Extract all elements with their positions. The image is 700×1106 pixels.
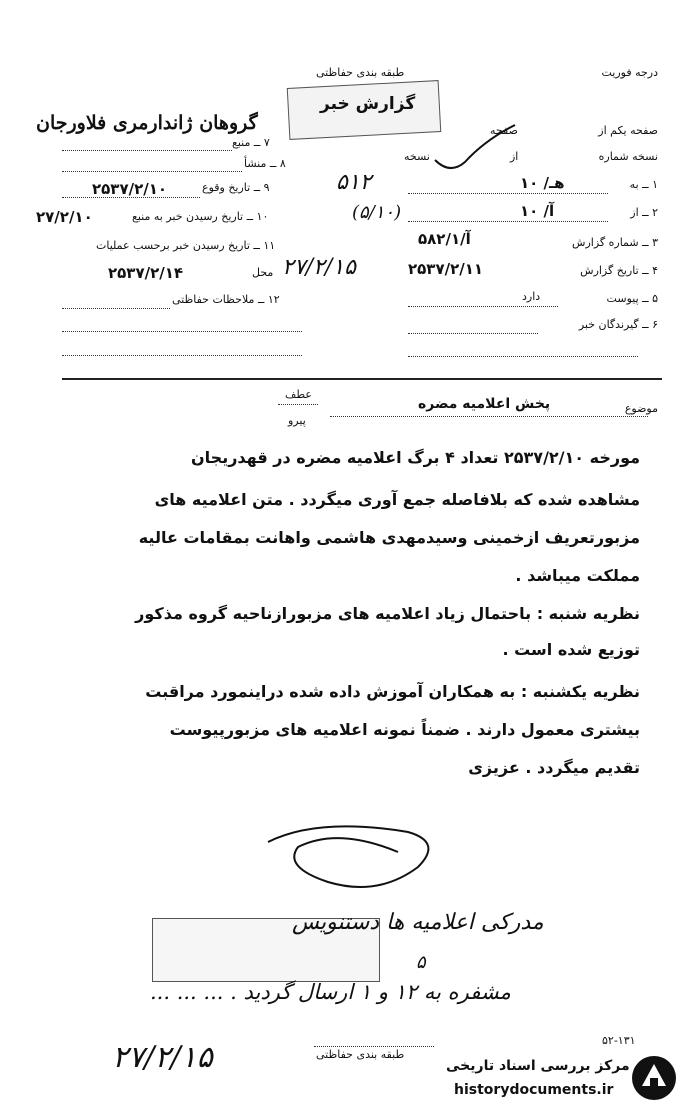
reference-atf: عطف	[285, 388, 312, 401]
field-copy-extra: نسخه	[404, 150, 430, 163]
divider	[62, 378, 662, 380]
field-report-date-label: ۴ ــ تاریخ گزارش	[580, 264, 658, 277]
body-line-8: بیشتری معمول دارند . ضمناً نمونه اعلامیه های مزبورپیوست	[169, 720, 640, 739]
field-source-label: ۷ ــ منبع	[232, 136, 270, 149]
field-report-date-value: ۲۵۳۷/۲/۱۱	[408, 260, 484, 278]
watermark-url: historydocuments.ir	[454, 1082, 614, 1098]
field-occurrence-date-label: ۹ ــ تاریخ وقوع	[202, 181, 270, 194]
field-report-number-label: ۳ ــ شماره گزارش	[572, 236, 658, 249]
field-attachment-value: دارد	[522, 290, 541, 303]
body-line-7: نظریه یکشنبه : به همکاران آموزش داده شده دراینمورد مراقبت	[145, 682, 640, 701]
field-page-label: صفحه یکم از	[598, 124, 658, 137]
field-place-value: ۲۵۳۷/۲/۱۴	[108, 264, 184, 282]
urgency-label: درجه فوریت	[601, 66, 658, 79]
field-received-date-value: ۲۷/۲/۱۰	[36, 208, 93, 226]
watermark-logo-icon	[628, 1052, 684, 1104]
classification-bottom: طبقه بندی حفاظتی	[316, 1048, 405, 1061]
field-to-label: ۱ ــ به	[629, 178, 658, 191]
field-security-notes-label: ۱۲ ــ ملاحظات حفاظتی	[172, 293, 280, 306]
body-line-5: نظریه شنبه : باحتمال زیاد اعلامیه های مزبورازناحیه گروه مذکور	[135, 604, 640, 623]
document-number: ۵۲-۱۳۱	[602, 1034, 636, 1047]
body-line-6: توزیع شده است .	[502, 640, 640, 659]
field-from-value: ۱۰ /آ	[520, 202, 555, 220]
handwritten-bottom-line1: مدرکی اعلامیه ها دستنویس	[292, 910, 544, 935]
field-received-date-label: ۱۰ ــ تاریخ رسیدن خبر به منبع	[132, 210, 269, 223]
classification-top: طبقه بندی حفاظتی	[316, 66, 405, 79]
handwritten-bottom-date: ۲۷/۲/۱۵	[112, 1040, 213, 1075]
field-attachment-label: ۵ ــ پیوست	[606, 292, 658, 305]
unit-name: گروهان ژاندارمری فلاورجان	[36, 112, 258, 134]
field-page-value: صفحه	[490, 124, 518, 137]
field-place-label: محل	[252, 266, 274, 279]
handwritten-date-top: ۲۷/۲/۱۵	[282, 255, 356, 280]
watermark-org: مرکز بررسی اسناد تاریخی	[446, 1058, 630, 1074]
field-copy-label: نسخه شماره	[598, 150, 658, 163]
checkmark-scribble	[430, 120, 520, 180]
handwritten-note-number: ۵۱۲	[336, 170, 372, 195]
field-recipients-label: ۶ ــ گیرندگان خبر	[578, 318, 658, 331]
body-line-9: تقدیم میگردد . عزیزی	[468, 758, 640, 777]
field-report-number-value: ۵۸۲/۱/آ	[418, 230, 471, 248]
field-origin-label: ۸ ــ منشأ	[244, 157, 286, 170]
subject-value: پخش اعلامیه مضره	[418, 396, 551, 412]
handwritten-note-code: (۵/۱۰)	[352, 202, 402, 223]
doc-type-title: گزارش خبر	[320, 94, 416, 114]
subject-label: موضوع	[624, 402, 658, 415]
body-line-3: مزبورتعریف ازخمینی وسیدمهدی هاشمی واهانت بمقامات عالیه	[138, 528, 640, 547]
reference-piro: پیرو	[288, 414, 306, 427]
field-copy-of: از	[510, 150, 519, 163]
body-line-2: مشاهده شده که بلافاصله جمع آوری میگردد . متن اعلامیه های	[154, 490, 640, 509]
field-occurrence-date-value: ۲۵۳۷/۲/۱۰	[92, 180, 168, 198]
field-received-ops-label: ۱۱ ــ تاریخ رسیدن خبر برحسب عملیات	[96, 239, 276, 252]
handwritten-bottom-line2: ۵	[416, 952, 426, 973]
body-line-4: مملکت میباشد .	[515, 566, 640, 585]
field-to-value: ۱۰ /هـ	[520, 174, 565, 192]
signature-scribble	[258, 812, 448, 902]
field-from-label: ۲ ــ از	[630, 206, 658, 219]
body-line-1: مورخه ۲۵۳۷/۲/۱۰ تعداد ۴ برگ اعلامیه مضره در قهدریجان	[191, 448, 640, 467]
handwritten-bottom-line3: مشفره به ۱۲ و ۱ ارسال گردید . ... ... ...	[150, 980, 511, 1004]
